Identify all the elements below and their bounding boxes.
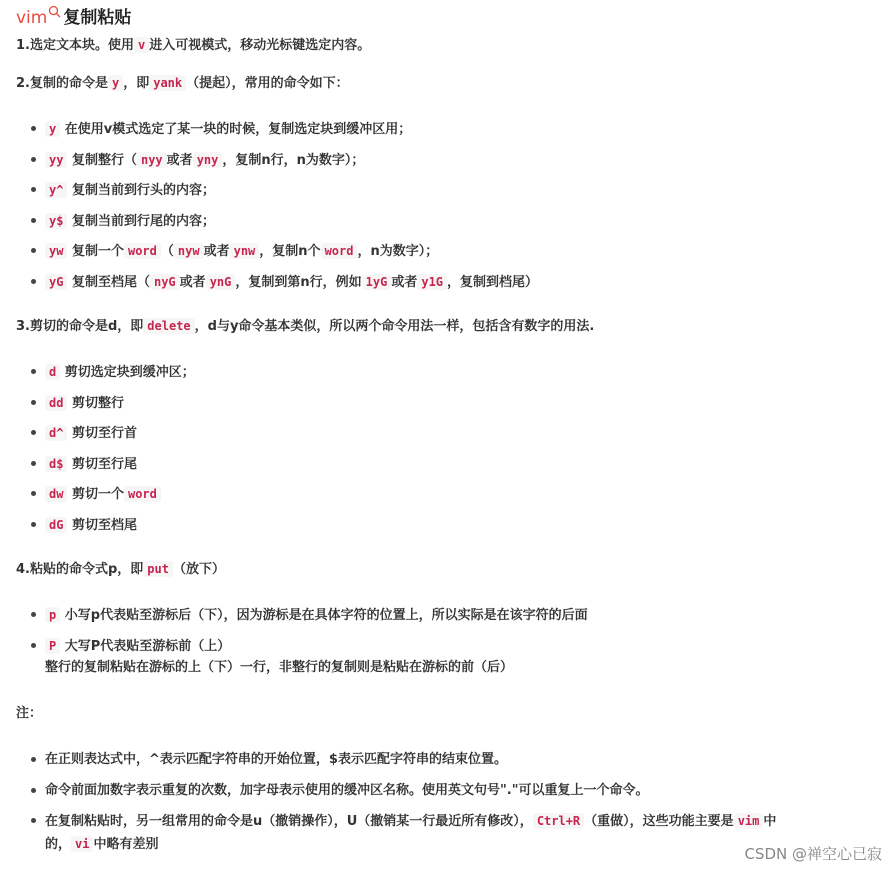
command-code: d$ [45,456,67,472]
list-item [45,211,215,231]
list-item-continuation [45,658,513,678]
list-bullet [31,643,36,648]
list-item [45,150,364,170]
item-text: 在使用v模式选定了某一块的时候，复制选定块到缓冲区用； [60,122,412,137]
command-code: yw [45,243,67,259]
command-code: d^ [45,425,67,441]
p2-text-2: ，即 [123,76,150,91]
list-bullet [31,430,36,435]
command-code: nyy [137,152,167,168]
command-code: ynG [206,274,236,290]
command-code: nyG [150,274,180,290]
p4-text: 4.粘贴的命令式p，即 [16,562,144,577]
search-icon[interactable] [48,5,61,18]
list-bullet [31,369,36,374]
item-text: 或者 [203,244,230,259]
command-code: y [45,121,60,137]
list-item [45,811,776,831]
note-label [16,704,42,724]
list-item [45,454,137,474]
item-text: 复制整行（ [67,153,137,168]
item-text: 剪切整行 [67,396,124,411]
item-text: 或者 [391,275,418,290]
item-text: （ [160,244,174,259]
list-item [45,750,507,770]
article-heading [16,2,131,28]
list-bullet [31,218,36,223]
item-text: 或者 [179,275,206,290]
list-bullet [31,126,36,131]
paragraph-2 [16,73,349,93]
command-code: ynw [230,243,260,259]
paragraph-3 [16,316,594,336]
item-text: 剪切至档尾 [67,518,137,533]
item-text: 剪切选定块到缓冲区； [60,365,195,380]
command-code: d [45,364,60,380]
item-text: 或者 [166,153,193,168]
item-text: 在正则表达式中，^表示匹配字符串的开始位置，$表示匹配字符串的结束位置。 [45,752,507,767]
list-item [45,605,588,625]
list-bullet [31,157,36,162]
item-text: 剪切一个 [67,487,124,502]
item-text: ，复制到档尾） [447,275,539,290]
item-text: 剪切至行尾 [67,457,137,472]
list-bullet [31,187,36,192]
command-code: yG [45,274,67,290]
p4-text-2: （放下） [172,562,225,577]
list-item [45,180,215,200]
command-code: dd [45,395,67,411]
item-text: 复制至档尾（ [67,275,150,290]
command-code: vi [71,836,93,852]
p3-text: 3.剪切的命令是d，即 [16,319,144,334]
item-text: ，复制n个 [259,244,321,259]
list-bullet [31,522,36,527]
command-code: word [321,243,358,259]
command-code: dw [45,486,67,502]
list-item [45,362,195,382]
command-code: 1yG [362,274,392,290]
command-code: Ctrl+R [533,813,584,829]
command-code: y1G [417,274,447,290]
list-bullet [31,461,36,466]
command-code: nyw [174,243,204,259]
item-text: ，n为数字）； [357,244,439,259]
command-code: y$ [45,213,67,229]
item-text: 复制当前到行尾的内容； [67,214,215,229]
list-bullet [31,818,36,823]
list-item [45,484,161,504]
command-code: p [45,607,60,623]
list-bullet [31,400,36,405]
p1-text: 1.选定文本块。使用 [16,38,134,53]
p1-text-2: 进入可视模式，移动光标键选定内容。 [149,38,371,53]
list-bullet [31,788,36,793]
list-bullet [31,279,36,284]
vim-keyword-link[interactable]: vim [16,8,48,28]
command-code: P [45,638,60,654]
item-text: 整行的复制粘贴在游标的上（下）一行，非整行的复制则是粘贴在游标的前（后） [45,660,514,675]
item-text: 复制一个 [67,244,124,259]
item-text: 命令前面加数字表示重复的次数，加字母表示使用的缓冲区名称。使用英文句号"."可以重复上一个命令。 [45,783,649,798]
p2-code-y: y [108,75,123,91]
command-code: dG [45,517,67,533]
item-text: 在复制粘贴时，另一组常用的命令是u（撤销操作），U（撤销某一行最近所有修改）， [45,814,533,829]
item-text: 小写p代表贴至游标后（下），因为游标是在具体字符的位置上，所以实际是在该字符的后面 [60,608,588,623]
list-item [45,272,538,292]
p1-code: v [134,37,149,53]
list-item [45,393,124,413]
item-text: ，复制n行，n为数字）； [222,153,365,168]
item-text: 剪切至行首 [67,426,137,441]
p3-code: delete [143,318,194,334]
csdn-watermark: CSDN @禅空心已寂 [744,845,882,863]
command-code: word [124,486,161,502]
command-code: vim [734,813,764,829]
p2-text-3: （提起），常用的命令如下： [186,76,349,91]
list-bullet [31,757,36,762]
p3-text-2: ，d与y命令基本类似，所以两个命令用法一样，包括含有数字的用法. [194,319,595,334]
item-text: 大写P代表贴至游标前（上） [60,639,231,654]
item-text: （重做），这些功能主要是 [584,814,734,829]
list-bullet [31,491,36,496]
list-item [45,423,137,443]
command-code: word [124,243,161,259]
paragraph-1 [16,35,370,55]
list-item [45,241,438,261]
command-code: yy [45,152,67,168]
p2-code-yank: yank [149,75,186,91]
item-text: 复制当前到行头的内容； [67,183,215,198]
list-bullet [31,248,36,253]
p2-text: 2.复制的命令是 [16,76,108,91]
item-text: 中略有差别 [93,837,159,852]
list-item [45,119,411,139]
paragraph-4 [16,559,225,579]
command-code: y^ [45,182,67,198]
command-code: yny [193,152,223,168]
list-item [45,636,230,656]
page-title: 复制粘贴 [63,8,132,28]
note-label-text: 注： [16,706,43,721]
p4-code: put [143,561,173,577]
list-item [45,515,137,535]
list-bullet [31,612,36,617]
list-item [45,781,649,801]
item-text: ，复制到第n行，例如 [235,275,362,290]
item-text: 中 [763,814,777,829]
list-item-continuation [45,834,158,854]
item-text: 的， [45,837,72,852]
